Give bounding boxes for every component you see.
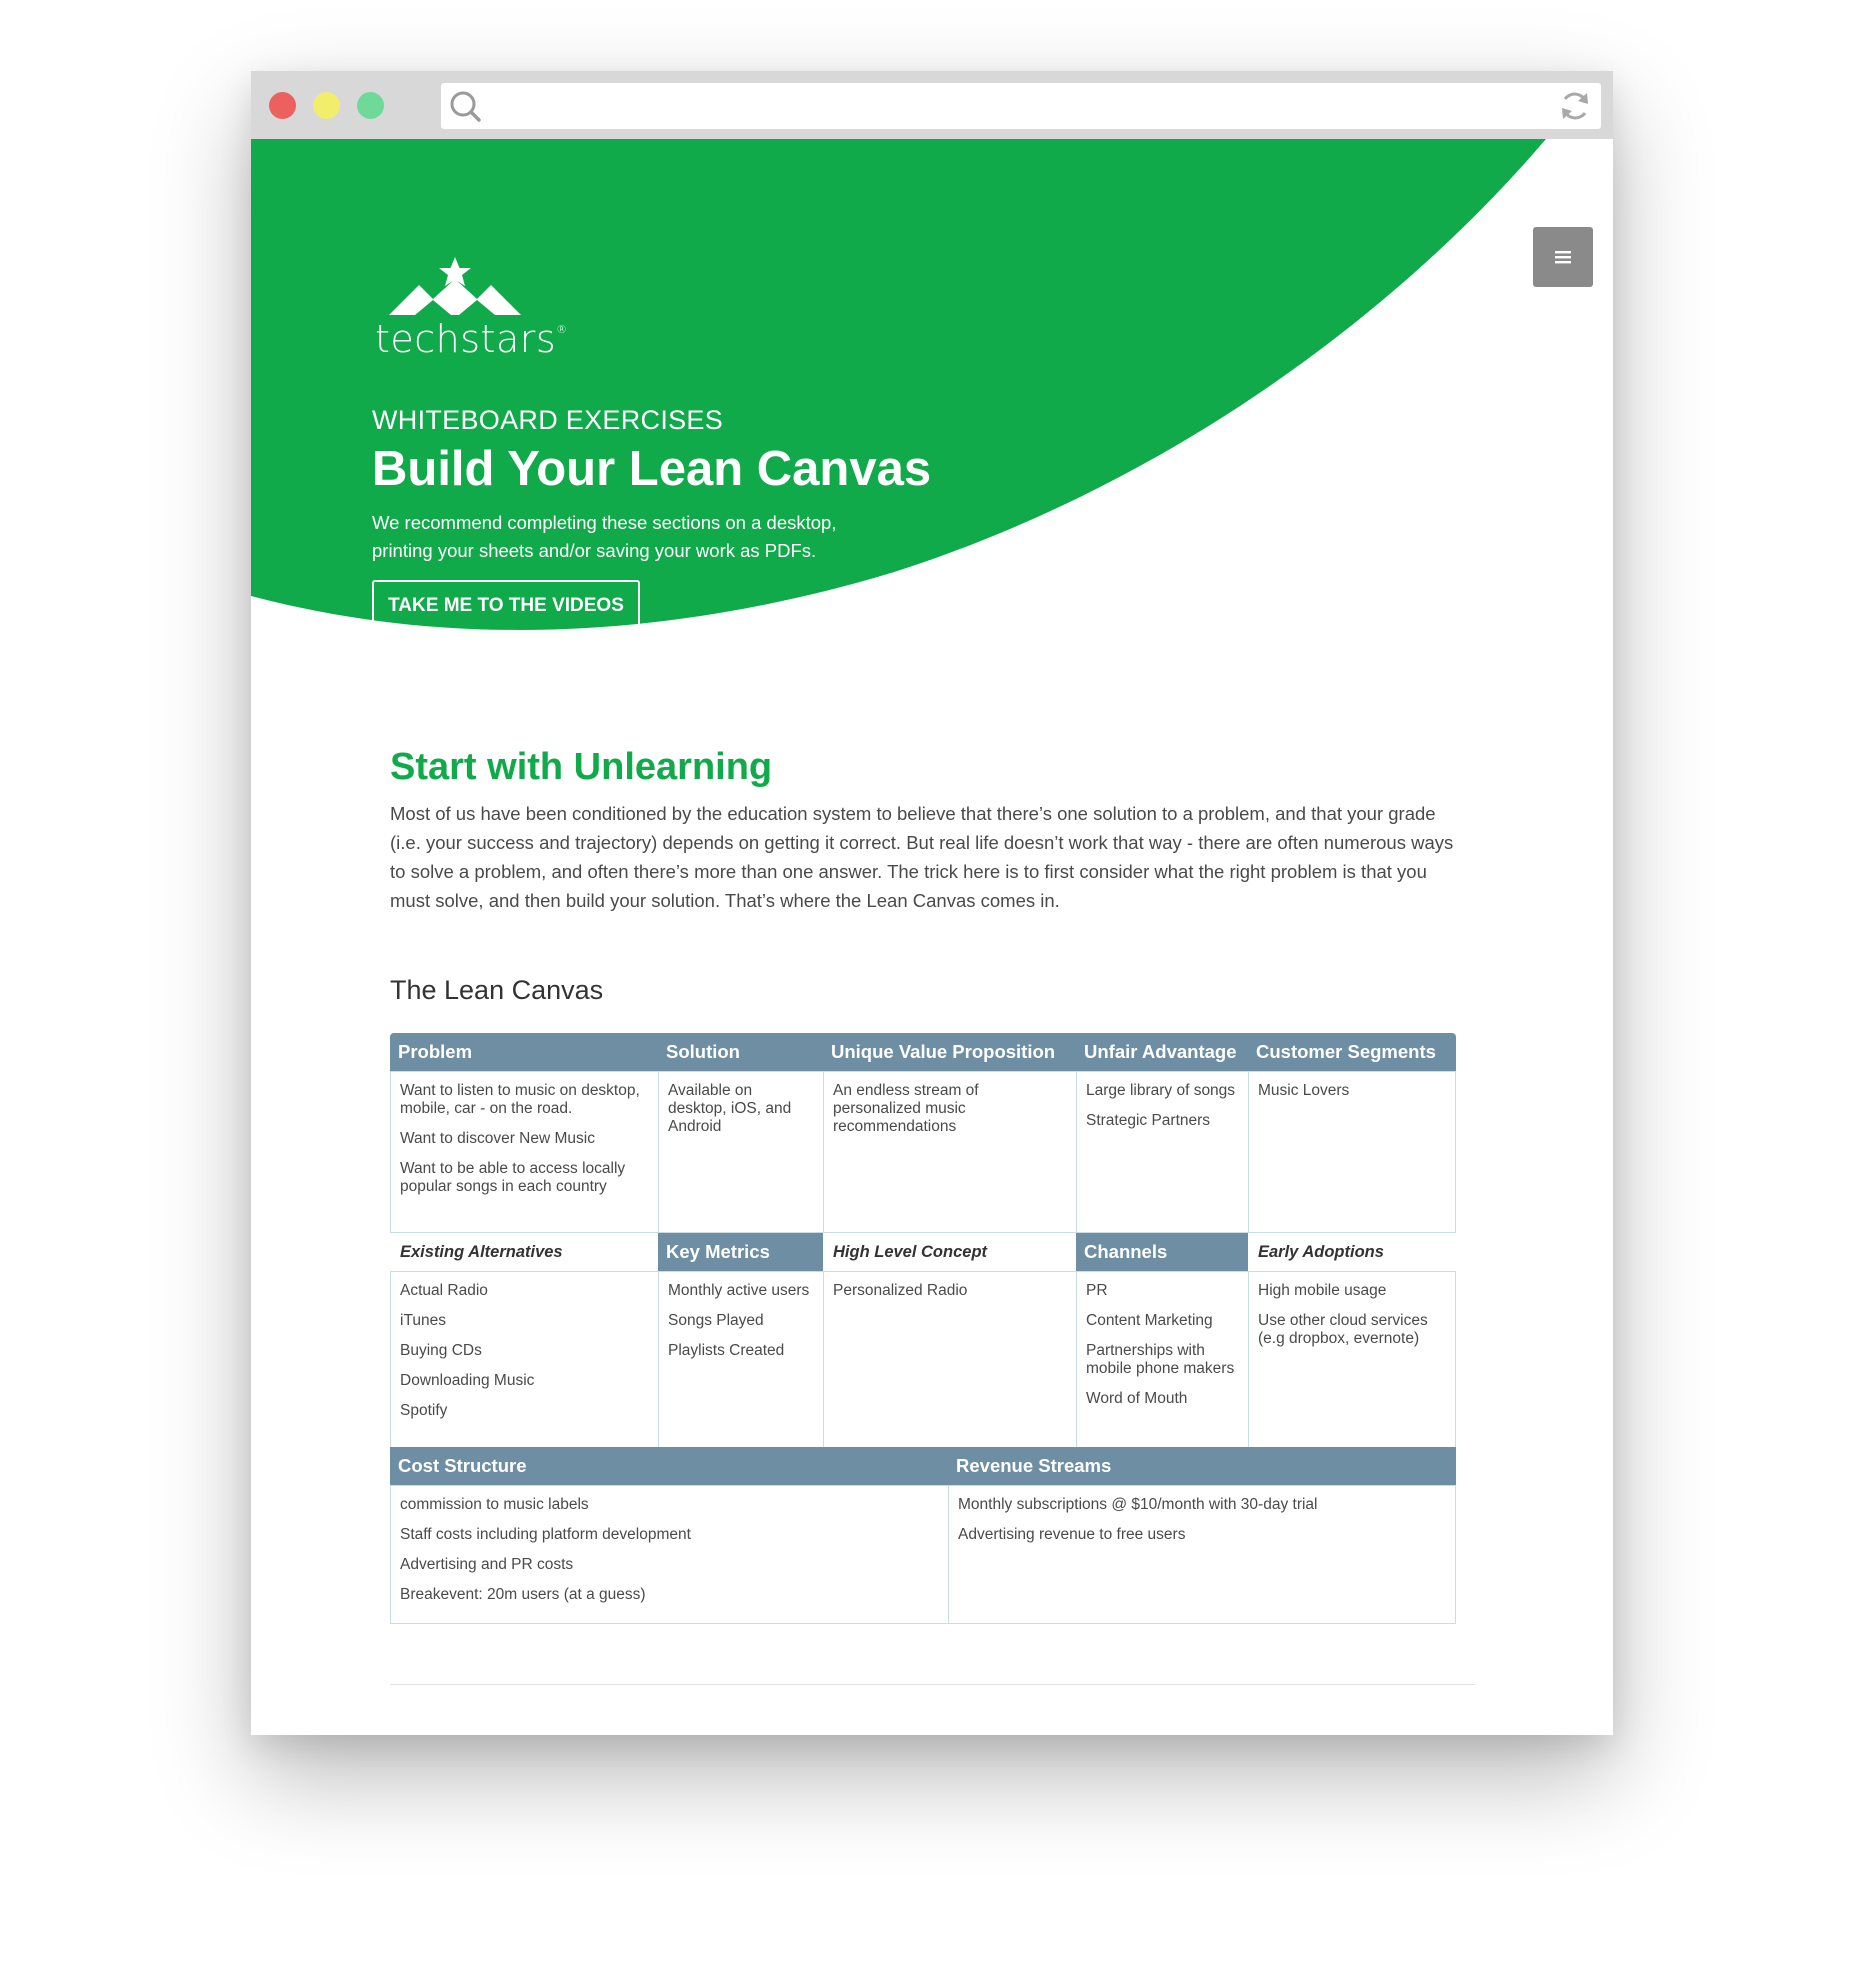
unfair-advantage-cell[interactable] bbox=[1076, 1071, 1249, 1233]
list-item: Playlists Created bbox=[668, 1342, 785, 1359]
logo-star-mountains-icon bbox=[375, 255, 535, 319]
hero-eyebrow: WHITEBOARD EXERCISES bbox=[372, 405, 724, 435]
channels-cell[interactable] bbox=[1076, 1271, 1249, 1448]
refresh-icon[interactable] bbox=[1557, 88, 1593, 124]
cost-structure-header: Cost Structure bbox=[390, 1447, 948, 1485]
list-item: Buying CDs bbox=[400, 1342, 482, 1359]
techstars-logo[interactable] bbox=[375, 255, 568, 365]
search-icon bbox=[447, 88, 483, 124]
list-item: Use other cloud services (e.g dropbox, evernote) bbox=[1258, 1312, 1428, 1347]
logo-wordmark: techstars® bbox=[375, 317, 568, 361]
unfair-advantage-header: Unfair Advantage bbox=[1076, 1033, 1248, 1071]
list-item: Partnerships with mobile phone makers bbox=[1086, 1342, 1235, 1377]
list-item: Spotify bbox=[400, 1402, 448, 1419]
lean-canvas-grid bbox=[390, 1033, 1456, 1623]
hero-banner bbox=[251, 139, 1613, 699]
close-window-button[interactable] bbox=[269, 92, 296, 119]
solution-header: Solution bbox=[658, 1033, 823, 1071]
menu-button[interactable] bbox=[1533, 227, 1593, 287]
list-item: Music Lovers bbox=[1258, 1082, 1350, 1099]
address-bar[interactable] bbox=[441, 83, 1601, 129]
customer-segments-cell[interactable] bbox=[1248, 1071, 1456, 1233]
browser-window bbox=[251, 71, 1613, 1735]
list-item: Monthly subscriptions @ $10/month with 30-day trial bbox=[958, 1496, 1318, 1513]
footer-divider bbox=[390, 1684, 1475, 1685]
key-metrics-header: Key Metrics bbox=[658, 1233, 823, 1271]
uvp-header: Unique Value Proposition bbox=[823, 1033, 1076, 1071]
revenue-streams-header: Revenue Streams bbox=[948, 1447, 1456, 1485]
section-title: Start with Unlearning bbox=[390, 746, 773, 788]
list-item: Monthly active users bbox=[668, 1282, 810, 1299]
list-item: Downloading Music bbox=[400, 1372, 535, 1389]
list-item: Want to discover New Music bbox=[400, 1130, 595, 1147]
list-item: Want to be able to access locally popular songs in each country bbox=[400, 1160, 626, 1195]
list-item: Content Marketing bbox=[1086, 1312, 1213, 1329]
hero-title: Build Your Lean Canvas bbox=[372, 442, 932, 496]
problem-header: Problem bbox=[390, 1033, 658, 1071]
list-item: iTunes bbox=[400, 1312, 446, 1329]
existing-alternatives-header: Existing Alternatives bbox=[390, 1233, 658, 1271]
list-item: Available on desktop, iOS, and Android bbox=[668, 1082, 792, 1135]
list-item: commission to music labels bbox=[400, 1496, 589, 1513]
list-item: Personalized Radio bbox=[833, 1282, 968, 1299]
hero-subtitle: We recommend completing these sections on a desktop, printing your sheets and/or saving your work as PDFs. bbox=[372, 512, 837, 561]
list-item: Advertising revenue to free users bbox=[958, 1526, 1186, 1543]
list-item: Actual Radio bbox=[400, 1282, 488, 1299]
lean-canvas-title: The Lean Canvas bbox=[390, 975, 604, 1005]
solution-cell[interactable] bbox=[658, 1071, 824, 1233]
list-item: Staff costs including platform development bbox=[400, 1526, 691, 1543]
customer-segments-header: Customer Segments bbox=[1248, 1033, 1456, 1071]
key-metrics-cell[interactable] bbox=[658, 1271, 824, 1448]
list-item: Want to listen to music on desktop, mobile, car - on the road. bbox=[400, 1082, 640, 1117]
list-item: Advertising and PR costs bbox=[400, 1556, 574, 1573]
list-item: An endless stream of personalized music recommendations bbox=[833, 1082, 979, 1135]
intro-paragraph: Most of us have been conditioned by the education system to believe that there’s one solution to a problem, and that your grade (i.e. your success and trajectory) depends on getting it correct. But real life doesn’t work that way - there are often numerous ways to solve a problem, and often there’s more than one answer. The trick here is to first consider what the right problem is that you must solve, and then build your solution. That’s where the Lean Canvas comes in. bbox=[390, 803, 1454, 911]
browser-toolbar bbox=[251, 71, 1613, 139]
list-item: PR bbox=[1086, 1282, 1108, 1299]
list-item: Large library of songs bbox=[1086, 1082, 1236, 1099]
list-item: Breakevent: 20m users (at a guess) bbox=[400, 1586, 646, 1603]
list-item: Word of Mouth bbox=[1086, 1390, 1188, 1407]
list-item: High mobile usage bbox=[1258, 1282, 1387, 1299]
list-item: Songs Played bbox=[668, 1312, 764, 1329]
high-level-concept-cell[interactable] bbox=[823, 1271, 1077, 1448]
take-me-to-videos-button[interactable]: TAKE ME TO THE VIDEOS bbox=[372, 580, 640, 632]
cost-structure-cell[interactable] bbox=[390, 1485, 949, 1624]
early-adopters-header: Early Adoptions bbox=[1248, 1233, 1456, 1271]
high-level-concept-header: High Level Concept bbox=[823, 1233, 1076, 1271]
zoom-window-button[interactable] bbox=[357, 92, 384, 119]
hamburger-icon bbox=[1553, 248, 1573, 266]
list-item: Strategic Partners bbox=[1086, 1112, 1211, 1129]
revenue-streams-cell[interactable] bbox=[948, 1485, 1456, 1624]
channels-header: Channels bbox=[1076, 1233, 1248, 1271]
minimize-window-button[interactable] bbox=[313, 92, 340, 119]
problem-cell[interactable] bbox=[390, 1071, 659, 1233]
existing-alternatives-cell[interactable] bbox=[390, 1271, 659, 1448]
early-adopters-cell[interactable] bbox=[1248, 1271, 1456, 1448]
uvp-cell[interactable] bbox=[823, 1071, 1077, 1233]
